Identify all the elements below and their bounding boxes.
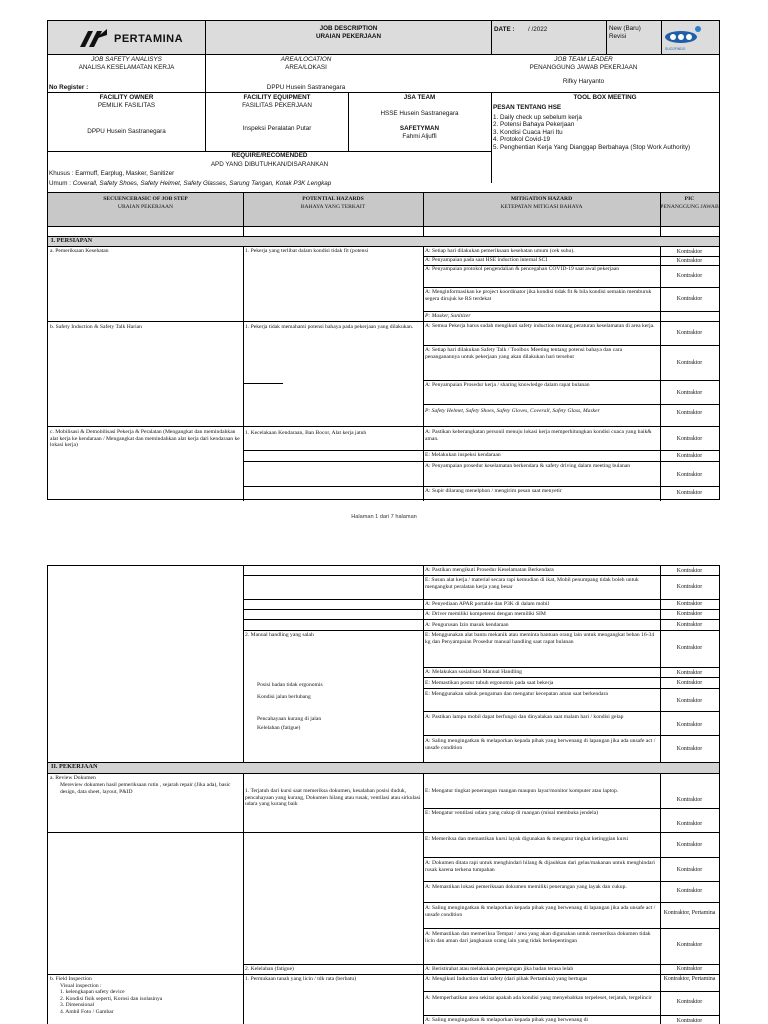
jsa-team-label: JSA TEAM	[403, 94, 436, 101]
ppe-umum	[49, 180, 489, 187]
hazard-field: 1. Permukaan tanah yang licin / tdk rata (berbatu)	[245, 976, 357, 982]
col-step-en: SECUENCERASIC OF JOB STEP	[103, 196, 188, 202]
pic-review-1: Kontraktor	[676, 797, 703, 803]
pic-a-4: Kontraktor	[676, 296, 703, 302]
pic-c-1: Kontraktor	[676, 436, 703, 442]
pic-b-2: Kontraktor	[676, 360, 703, 366]
ppe-umum-value: Coverall, Safety Shoes, Safety Helmet, Safety Glasses, Sarung Tangan, Kotak P3K Lengkap	[72, 180, 332, 187]
doc-title-id: URAIAN PEKERJAAN	[315, 33, 382, 40]
pic-cont-1: Kontraktor	[676, 568, 703, 574]
pic-c-2: Kontraktor	[676, 453, 703, 459]
safetyman-label: SAFETYMAN	[399, 125, 440, 132]
pertamina-logo-icon	[78, 27, 108, 49]
hse-message-3: 3. Kondisi Cuaca Hari Itu	[493, 128, 563, 136]
ppe-khusus: Khusus : Earmuff, Earplug, Masker, Sanitizer	[49, 170, 175, 177]
mitigation-field-1: A: Mengikuti Induction dari safety (dari pihak Pertamina) yang bertugas	[425, 976, 588, 982]
step-field-3: 3. Dimensional	[60, 1002, 95, 1009]
pic-review-2: Kontraktor	[676, 821, 703, 827]
mitigation-a-1: A: Setiap hari dilakukan pemeriksaan kesehatan umum (cek suhu).	[425, 248, 575, 254]
pic-2-2: Kontraktor	[676, 670, 703, 676]
leader-value: Rifky Haryanto	[562, 78, 605, 85]
pic-cont-2: Kontraktor	[676, 584, 703, 590]
new-label: New (Baru)	[609, 25, 641, 32]
mitigation-a-4: A: Menginformasikan ke project koordinator jika kondisi tidak fit & bila kondisi semakin memburuk segera dirujuk ke RS terdekat	[425, 289, 652, 302]
pic-cont-4: Kontraktor	[676, 611, 703, 617]
hse-message-4: 4. Protokol Covid-19	[493, 136, 551, 144]
revisi-label: Revisi	[609, 33, 627, 40]
pic-a-2: Kontraktor	[676, 258, 703, 264]
step-field-title: b. Field Inspection	[50, 976, 92, 982]
hazard-2-jalan: Kondisi jalan berlubang	[257, 694, 311, 700]
col-hazard-en: POTENTIAL HAZARDS	[302, 196, 364, 202]
mitigation-cont-3: A: Penyediaan APAR portable dan P3K di dalam mobil	[425, 601, 550, 607]
doc-title-en: JOB DESCRIPTION	[319, 25, 378, 32]
pic-2-4: Kontraktor	[676, 698, 703, 704]
step-field-2: 2. Kondisi fisik seperti, Korosi dan isolasinya	[60, 995, 163, 1002]
leader-en: JOB TEAM LEADER	[554, 56, 613, 63]
hse-message-5: 5. Penghentian Kerja Yang Dianggap Berbahaya (Stop Work Authority)	[493, 143, 691, 151]
no-register: No Register :	[49, 84, 89, 91]
mitigation-2-6: A: Saling mengingatkan & melaporkan kepada pihak yang berwenang di lapangan jika ada unsafe act / unsafe condition	[425, 738, 656, 751]
hazard-a: 1. Pekerja yang terlibat dalam kondisi tidak fit (potensi	[245, 248, 369, 254]
pic-2-6: Kontraktor	[676, 746, 703, 752]
step-field-visual: Visual inspection :	[60, 982, 102, 989]
step-b: b. Safety Induction & Safety Talk Harian	[50, 324, 142, 330]
mitigation-b-3: A: Penyampaian Prosedur kerja / sharing knowledge dalam rapat bulanan	[425, 382, 590, 388]
mitigation-review-1: E: Mengatur tingkat penerangan ruangan maupun layar/monitor komputer atau laptop.	[425, 788, 619, 794]
mitigation-review-4: A: Dokumen ditata rapi untuk menghindari hilang & dijauhkan dari gelas/makanan untuk menghindari rusak karena terkena tumpahan	[425, 860, 655, 873]
hazard-2: 2. Manual handling yang salah	[245, 632, 314, 638]
col-pic-id: PENANGGUNG JAWAB	[660, 204, 719, 210]
mitigation-review-2: E: Mengatur ventilasi udara yang cukup di ruangan (misal membuka jendela)	[425, 810, 599, 816]
col-mitigation-id: KETEPATAN MITIGASI BAHAYA	[500, 204, 583, 210]
mitigation-review-5: A: Memastikan lokasi pemeriksaan dokumen memiliki penerangan yang layak dan cukup.	[425, 884, 627, 890]
pic-field-1: Kontraktor, Pertamina	[663, 976, 716, 982]
mitigation-field-3: A: Saling mengingatkan & melaporkan kepada pihak yang berwenang di	[425, 1017, 588, 1023]
step-field	[50, 976, 240, 1016]
pic-cont-3: Kontraktor	[676, 601, 703, 607]
pic-review-7: Kontraktor	[676, 942, 703, 948]
required-id: APD YANG DIBUTUHKAN/DISARANKAN	[210, 161, 329, 168]
pic-review-4: Kontraktor	[676, 867, 703, 873]
pic-b-3: Kontraktor	[676, 390, 703, 396]
page-footer: Halaman 1 dari 7 halaman	[351, 514, 417, 520]
mitigation-b-2: A: Setiap hari dilakukan Safety Talk / Toolbox Meeting tentang potensi bahaya dan cara penanganannya untuk pekerjaan yang akan dilakukan hari tersebut	[425, 347, 623, 360]
toolbox-label: TOOL BOX MEETING	[573, 94, 637, 101]
mitigation-review-3: E: Memeriksa dan memastikan kursi layak digunakan & mengatur tingkat ketinggian kursi	[425, 836, 629, 842]
hse-message-list	[493, 114, 717, 151]
leader-id: PENANGGUNG JAWAB PEKERJAAN	[529, 64, 638, 71]
date-label: DATE :	[494, 26, 515, 33]
mitigation-c-4: A: Supir dilarang menelphon / mengirim pesan saat menyetir	[425, 488, 562, 494]
mitigation-b-4: P: Safety Helmet, Safety Shoes, Safety Gloves, Coverall, Safety Glass, Masker	[425, 408, 600, 414]
mitigation-2-3: E: Memastikan postur tubuh ergonomis pada saat bekerja	[425, 680, 554, 686]
mitigation-a-2: A: Penyampaian pada saat HSE induction internal SCI	[425, 257, 548, 263]
col-mitigation-en: MITIGATION HAZARD	[510, 196, 573, 202]
col-step-id: URAIAN PEKERJAAN	[117, 204, 174, 210]
step-review: a. Review Dokumen	[50, 775, 96, 781]
pic-a-1: Kontraktor	[676, 249, 703, 255]
mitigation-b-1: A: Semua Pekerja harus sudah mengikuti safety induction tentang peraturan keselamatan di area kerja.	[425, 323, 655, 329]
mitigation-c-1: A: Pastikan keberangkatan personil menuju lokasi kerja memperhitungkan kondisi cuaca yang baik& aman.	[425, 429, 652, 442]
step-a: a. Pemeriksaan Kesehatan	[50, 248, 109, 254]
mitigation-review-6: A: Saling mengingatkan & melaporkan kepada pihak yang berwenang di lapangan jika ada unsafe act / unsafe condition	[425, 905, 656, 918]
step-c: c. Mobilisasi & Demobilisasi Pekerja & Peralatan (Mengangkat dan memindahkan alat kerja ke kendaraan / Mengangkat dan memindahkan alat kerja dari kendaraan ke lokasi kerja)	[50, 429, 240, 449]
hazard-2-pencahayaan: Pencahayaan kurang di jalan	[257, 716, 322, 722]
jsa-en: JOB SAFETY ANALISYS	[91, 56, 162, 63]
mitigation-c-2: E: Melakukan inspeksi kendaraan	[425, 452, 501, 458]
mitigation-review-8: A: Beristirahat atau melakukan peregangan jika badan terasa lelah	[425, 966, 574, 972]
mitigation-cont-1: A: Pastikan mengikuti Prosedur Keselamatan Berkendara	[425, 567, 554, 573]
cert-logo-text: SUCOFINDO	[665, 47, 686, 51]
mitigation-2-1: E: Menggunakan alat bantu mekanik atau meminta bantuan orang lain untuk mengangkat beban 16-34 kg dan Penyampaian Prosedur manual handling saat rapat bulanan	[425, 632, 655, 645]
section-pekerjaan: II. PEKERJAAN	[48, 763, 719, 773]
page-one	[47, 20, 720, 500]
equipment-en: FACILITY EQUIPMENT	[243, 94, 311, 101]
page-two	[47, 565, 720, 1024]
jsa-team-value: HSSE Husein Sastranegara	[380, 110, 459, 117]
pic-review-5: Kontraktor	[676, 888, 703, 894]
equipment-id: FASILITAS PEKERJAAN	[242, 102, 312, 109]
step-field-1: 1. kelengkapan safety device	[60, 989, 125, 996]
mitigation-cont-5: A: Pengurusan Izin masuk kendaraan	[425, 622, 509, 628]
pic-2-1: Kontraktor	[676, 645, 703, 651]
section-persiapan: I. PERSIAPAN	[48, 237, 719, 246]
step-review-desc: Mereview dokumen hasil pemeriksaan rutin , sejarah repair (Jika ada), basic design, data sheet, layout, P&ID	[60, 782, 231, 795]
owner-id: PEMILIK FASILITAS	[97, 102, 156, 109]
pic-b-1: Kontraktor	[676, 330, 703, 336]
mitigation-2-2: A: Melakukan sosialisasi Manual Handling	[425, 669, 522, 675]
pic-2-3: Kontraktor	[676, 680, 703, 686]
owner-en: FACILITY OWNER	[99, 94, 154, 101]
mitigation-review-7: A: Memastikan dan memeriksa Tempat / area yang akan digunakan untuk memeriksa dokumen tidak licin dan aman dari jangkauan orang lain yang tidak berkepentingan	[425, 931, 651, 944]
pic-review-8: Kontraktor	[676, 966, 703, 972]
required-en: REQUIRE/RECOMENDED	[231, 152, 308, 159]
owner-value: DPPU Husein Sastranegara	[87, 128, 166, 135]
area-id: AREA/LOKASI	[285, 64, 327, 71]
mitigation-c-3: A: Penyampaian prosedur keselamatan berkendara & safety driving dalam meeting bulanan	[425, 463, 631, 469]
pic-c-3: Kontraktor	[676, 472, 703, 478]
area-en: AREA/LOCATION	[280, 56, 332, 63]
mitigation-cont-2: E: Susun alat kerja / material secara rapi kemudian di ikat, Mobil penumpang tidak boleh untuk mengangkut peralatan kerja yang besar	[425, 577, 639, 590]
equipment-value: Inspeksi Peralatan Putar	[242, 125, 312, 132]
logo-text: PERTAMINA	[114, 33, 184, 45]
pic-field-3: Kontraktor	[676, 1018, 703, 1024]
hse-message-1: 1. Daily check up sebelum kerja	[493, 114, 582, 121]
hazard-2-posisi: Posisi badan tidak ergonomis	[257, 682, 323, 688]
mitigation-2-5: A: Pastikan lampu mobil dapat berfungsi dan dinyalakan saat malam hari / kondisi gelap	[425, 714, 624, 720]
mitigation-a-5: P: Masker, Sanitizer	[425, 313, 471, 319]
pic-review-6: Kontraktor, Pertamina	[663, 910, 716, 916]
safetyman-value: Fahmi Aljuffi	[402, 133, 437, 140]
hse-message-label: PESAN TENTANG HSE	[493, 104, 562, 111]
mitigation-field-2: A: Memperhatikan area sekitar apakah ada kondisi yang menyebabkan terpeleset, terjatuh, tergelincir	[425, 995, 652, 1001]
hazard-b: 1. Pekerja tidak memahami potensi bahaya pada pekerjaan yang dilakukan.	[245, 324, 414, 330]
date-value: / /2022	[528, 26, 548, 33]
pic-b-4: Kontraktor	[676, 410, 703, 416]
hazard-c: 1. Kecelakaan Kendaraan, Ban Bocor, Alat kerja jatuh	[245, 430, 367, 436]
col-hazard-id: BAHAYA YANG TERKAIT	[300, 204, 366, 210]
pic-field-2: Kontraktor	[676, 999, 703, 1005]
hazard-2-kelelahan: Kelelahan (fatigue)	[257, 725, 301, 731]
col-pic-en: PIC	[684, 196, 695, 202]
ppe-umum-label: Umum :	[49, 180, 72, 187]
hazard-review: 1. Terjatuh dari kursi saat memeriksa dokumen, kesalahan posisi duduk, pencahayaan yang kurang, Dokumen hilang atau rusak, ventilasi atau sirkulasi udara yang kurang baik	[245, 788, 421, 808]
pic-a-3: Kontraktor	[676, 273, 703, 279]
pic-cont-5: Kontraktor	[676, 622, 703, 628]
hse-message-2: 2. Potensi Bahaya Pekerjaan	[493, 121, 575, 129]
step-field-4: 4. Ambil Foto / Gambar	[60, 1008, 114, 1015]
pic-c-4: Kontraktor	[676, 490, 703, 496]
mitigation-2-4: E: Menggunakan sabuk pengaman dan mengatur kecepatan aman saat berkendara	[425, 691, 608, 697]
pic-2-5: Kontraktor	[676, 722, 703, 728]
jsa-id: ANALISA KESELAMATAN KERJA	[78, 64, 175, 71]
mitigation-a-3: A: Penyampaian protokol pengendalian & pencegahan COVID-19 saat awal pekerjaan	[425, 266, 620, 272]
hazard-review-2: 2. Kelelahan (fatigue)	[245, 966, 294, 972]
area-value: DPPU Husein Sastranegara	[266, 84, 346, 91]
pic-review-3: Kontraktor	[676, 842, 703, 848]
mitigation-cont-4: A: Driver memiliki kompetensi dengan memiliki SIM	[425, 611, 546, 617]
